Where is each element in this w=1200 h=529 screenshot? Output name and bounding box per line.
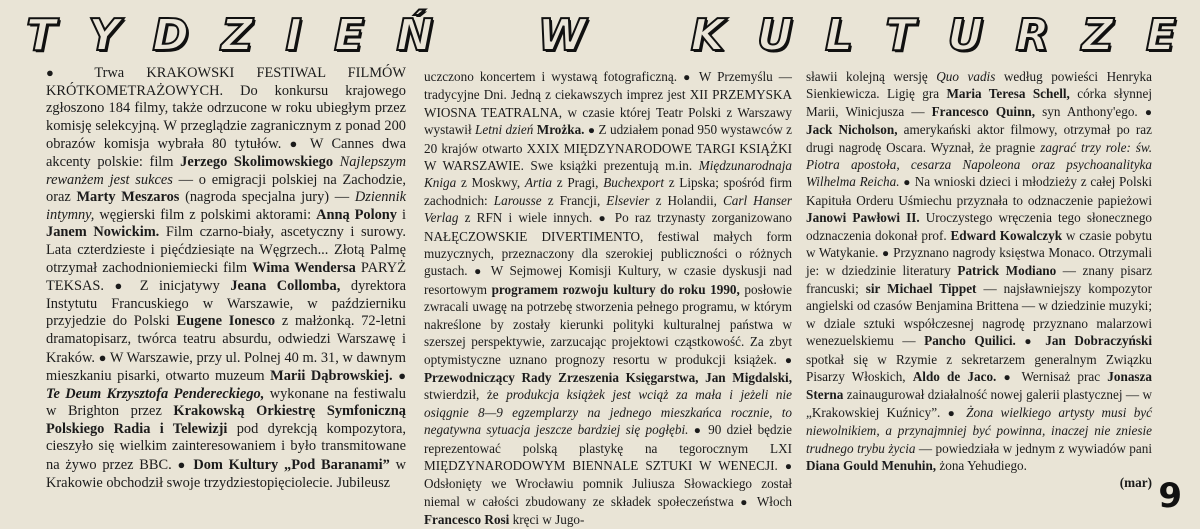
masthead-letter: E [1145,10,1176,61]
bullet-icon: ● [98,349,107,365]
bullet-icon: ● [1003,369,1015,384]
masthead-letter: T [885,10,916,61]
bullet-icon: ● [903,175,911,190]
bullet-icon: ● [881,246,890,261]
paragraph: ● Trwa KRAKOWSKI FESTIWAL FILMÓW KRÓTKOMETRAŻOWYCH. Do konkursu krajowego zgłoszono 184 filmy, także odrzucone w roku ubiegłym przez komisję selekcyjną. W przeglądzie zagranicznym z ponad 200 obrazów komisja wybrała 80 tytułów. ● W Cannes dwa akcenty polskie: film Jerzego Skolimowskiego Najlepszym rewanżem jest sukces — o emigracji polskiej na Zachodzie, oraz Marty Meszaros (nagroda specjalna jury) — Dziennik intymny, węgierski film z polskimi aktorami: Anną Polony i Janem Nowickim. Film czarno-biały, ascetyczny i surowy. Lata czterdzieste i pięćdziesiąte na Węgrzech... Złotą Palmę otrzymał zachodnioniemiecki film Wima Wendersa PARYŻ TEKSAS. ● Z inicjatywy Jeana Collomba, dyrektora Instytutu Francuskiego w Warszawie, w październiku przyjedzie do Polski Eugene Ionesco z małżonką. 72-letni dramatopisarz, twórca teatru absurdu, odwiedzi Warszawę i Kraków. ● W Warszawie, przy ul. Polnej 40 m. 31, w dawnym mieszkaniu pisarki, otwarto muzeum Marii Dąbrowskiej. ● Te Deum Krzysztofa Pendereckiego, wykonane na festiwalu w Brighton przez Krakowską Orkiestrę Symfoniczną Polskiego Radia i Telewizji pod dyrekcją kompozytora, cieszyło się wielkim zainteresowaniem i było transmitowane na żywo przez BBC. ● Dom Kultury „Pod Baranami” w Krakowie obchodził swoje trzydziestopięciolecie. Jubileusz [46,65,407,491]
paragraph: uczczono koncertem i wystawą fotograficzną. ● W Przemyślu — tradycyjne Dni. Jedną z ciekawszych imprez jest XII PRZEMYSKA WIOSNA TEATRALNA, w czasie której Teatr Polski z Warszawy wystawił Letni dzień Mrożka. ● Z udziałem ponad 950 wystawców z 20 krajów otwarto XXIX MIĘDZYNARODOWE TARGI KSIĄŻKI W WARSZAWIE. Swe książki prezentują m.in. Międzunarodnaja Kniga z Moskwy, Artia z Pragi, Buchexport z Lipska; spośród firm zachodnich: Larousse z Francji, Elsevier z Holandii, Carl Hanser Verlag z RFN i wiele innych. ● Po raz trzynasty zorganizowano NAŁĘCZOWSKIE DIVERTIMENTO, festiwal małych form muzycznych, przeznaczony dla szerokiej publiczności o różnych gustach. ● W Sejmowej Komisji Kultury, w czasie dyskusji nad resortowym programem rozwoju kultury do roku 1990, posłowie zwracali uwagę na potrzebę stworzenia pełnego programu, w którym nakreślone by zostały kierunki polityki kulturalnej państwa w szerszej perspektywie, zarzucając projektowi cząstkowość. Za zbyt optymistyczne uznano prognozy resortu w produkcji książek. ● Przewodniczący Rady Zrzeszenia Księgarstwa, Jan Migdalski, stwierdził, że produkcja książek jest wciąż za mała i jeżeli nie osiągnie 8—9 egzemplarzy na jednego mieszkańca rocznie, to negatywna sytuacja jeszcze bardziej się pogłębi. ● 90 dzieł będzie reprezentować polską plastykę na tegorocznym LXI MIĘDZYNARODOWYM BIENNALE SZTUKI W WENECJI. ● Odsłonięty we Wrocławiu pomnik Juliusza Słowackiego został niemal w całości zbudowany ze składek społeczeństwa ● Włoch Francesco Rosi kręci w Jugo- [424,69,793,528]
bullet-icon: ● [474,264,485,279]
masthead-letter: U [947,10,984,61]
masthead-letter: D [152,10,189,61]
masthead-letter: R [1015,10,1050,61]
masthead-letter: Y [88,10,121,61]
masthead-letter: I [285,10,302,61]
masthead-letter: U [757,10,793,61]
bullet-icon: ● [46,65,73,80]
column-1 [46,64,406,510]
bullet-icon: ● [947,405,959,420]
bullet-icon: ● [693,423,703,438]
bullet-icon: ● [598,211,609,226]
bullet-icon: ● [1144,104,1152,119]
bullet-icon: ● [784,352,793,367]
author-signature: (mar) [1119,475,1152,491]
masthead-letter: L [824,10,854,61]
bullet-icon: ● [114,278,130,294]
bullet-icon: ● [1024,334,1037,349]
column-2 [424,68,793,528]
masthead-letter: Ń [396,10,434,61]
bullet-icon: ● [784,458,793,473]
masthead-letter: T [26,10,57,61]
bullet-icon: ● [587,123,596,138]
bullet-icon: ● [740,494,751,509]
masthead-title [26,8,1176,61]
masthead-letter: E [333,10,365,61]
masthead-letter: K [690,10,725,61]
bullet-icon: ● [683,70,694,84]
bullet-icon: ● [398,368,407,384]
bullet-icon: ● [289,136,302,152]
paragraph: sławii kolejną wersję Quo vadis według powieści Henryka Sienkiewicza. Ligię gra Maria Teresa Schell, córka słynnej Marii, Winicjusza — Francesco Quinn, syn Anthony'ego. ● Jack Nicholson, amerykański aktor filmowy, otrzymał po raz drugi nagrodę Oscara. Wyznał, że pragnie zagrać trzy role: św. Piotra apostoła, cesarza Napoleona oraz psychoanalityka Wilhelma Reicha. ● Na wnioski dzieci i młodzieży z całej Polski Kapituła Orderu Uśmiechu przyznała to odznaczenie papieżowi Janowi Pawłowi II. Uroczystego wręczenia tego słonecznego odznaczenia dokonał prof. Edward Kowalczyk w czasie pobytu w Watykanie. ● Przyznano nagrody księstwa Monaco. Otrzymali je: w dziedzinie literatury Patrick Modiano — znany pisarz francuski; sir Michael Tippet — najsławniejszy kompozytor angielski od czasów Benjamina Brittena — w dziedzinie muzyki; w dziale sztuki współczesnej nagrodę przyznano malarzowi wenezuelskiemu — Pancho Quilici. ● Jan Dobraczyński spotkał się w Rzymie z sekretarzem generalnym Związku Pisarzy Włoskich, Aldo de Jaco. ● Wernisaż prac Jonasza Sterna zainaugurował działalność nowej galerii plastycznej — w „Krakowskiej Kuźnicy”. ● Żona wielkiego artysty musi być niewolnikiem, a przynajmniej być powinna, inaczej nie zniesie trudnego trybu życia — powiedziała w jednym z wywiadów pani Diana Gould Menuhin, żona Yehudiego. (mar) [806,69,1153,491]
masthead-letter: W [537,10,587,61]
masthead-letter: Z [1081,10,1114,61]
masthead-letter: Z [221,10,254,61]
page-number: 9 [1158,476,1182,516]
column-3 [806,68,1152,508]
bullet-icon: ● [177,457,188,473]
